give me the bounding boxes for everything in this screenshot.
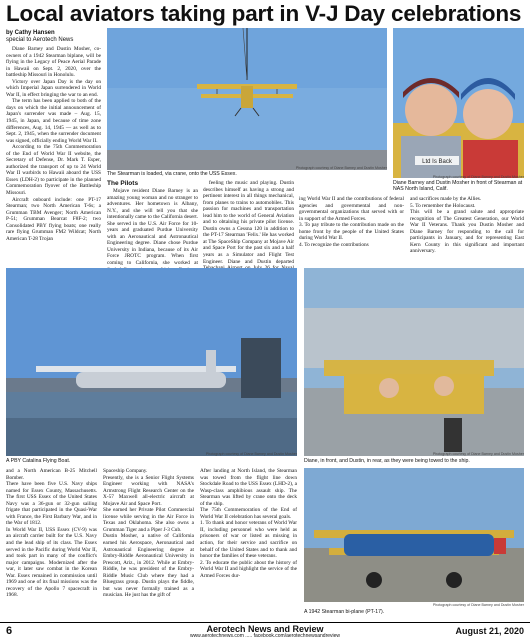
article-column-mid <box>107 188 198 266</box>
photo-caption: The Stearman is loaded, via crane, onto the USS Essex. <box>107 171 237 177</box>
photo-credit: Photograph courtesy of Diane Barney and Dustin Mosher <box>205 452 297 456</box>
paragraph: feeling the music and playing. Dustin describes himself as having a strong and pertinent interest in all things mechanical, from planes to trains to automobiles. This passion for machines and transportation lead him to the world of General Aviation and to obtaining his private pilot license. Dustin owns a Cessna 120 in addition to the PT-17 Stearman 'Felix.' He has worked at The SpaceShip Company at Mojave Air and Space Port for the past six and a half years as a Simulator and Flight Test Engineer. Diane and Dustin departed <box>203 180 294 265</box>
paragraph: Victory over Japan Day is the day on which Imperial Japan surrendered in World War II, in effect bringing the war to an end. <box>6 78 101 98</box>
article-column-bottom-2: Spaceship Company. Presently, she is a Senior Flight Systems Engineer working with NASA's Armstrong Flight Research Center on the X-57 Maxwell all-electric aircraft at Mojave Air and Space Port. She earned her Private Pilot Commercial license while serving in the Air Force in Texas and Oklahoma. She also owns a Grumman Tiger and a Piper J-3 Cub. Dustin Mosher, a native of California earned his Aerospace, Aeronautical and Astronautical Engineering degree at Embry-Riddle Aeronautical University in Prescott, Ariz., in 2012. While at Embry-Riddle, he was president of the Embry-Riddle Music Club where they had a Bluegrass group. Dustin plays the fiddle, but was never formally trained as a musician. He just has the gift of <box>103 468 194 599</box>
photo-credit: Photograph courtesy of Diane Barney and Dustin Mosher <box>295 166 387 170</box>
photo-caption: Diane Barney and Dustin Mosher in front of Stearman at NAS North Island, Calif. <box>393 180 523 192</box>
photo-credit: Photograph courtesy of Diane Barney and Dustin Mosher <box>432 603 524 607</box>
headline: Local aviators taking part in V-J Day celebrations <box>6 1 522 26</box>
article-column-bottom-3: After landing at North Island, the Stearman was towed from the flight line down Stockdale Road to the USS Essex (LHD-2), a Wasp-class amphibious assault ship. The Stearman was lifted by crane onto the deck of the ship. The 75th Commemoration of the End of World War II celebration has several goals. 1. To thank and honor veterans of World War II, including personnel who were held as prisoners of war or listed as missing in action, for their service and sacrifice on behalf of the United States and to thank and honor the families of these veterans. 2. To educate the public about the history of World War II and highlight the service of the Armed Forces dur- <box>200 468 297 579</box>
article-column-bottom-1: and a North American B-25 Mitchell Bomber. There have been five U.S. Navy ships named for Essex County, Massachusetts. The first USS Essex of the United States Navy was a 36-gun or 32-gun sailing frigate that participated in the Quasi-War with France, the First Barbary War, and in the War of 1812. In World War II, USS Essex (CV-9) was an aircraft carrier built for the U.S. Navy and the lead ship of its class. The Essex served in the Pacific during World War II, and took part in many of the conflict's major campaigns. Modernized after the war, it later saw combat in the Korean War. Essex remained in commission until 1969 and one of its final missions was the recovery of the Apollo 7 spacecraft in 1968. <box>6 468 97 599</box>
photo-caption: A 1942 Stearman bi-plane (PT-17). <box>304 609 385 615</box>
paragraph: Aircraft onboard include: one PT-17 Stearman; two North American T-6s; a Grumman TBM Avenger; North American P-51; Grumman Bearcat F8F-2; two Consolidated PBY flying boats; one really rare flying Grumman FM2 Wildcat; North American T-28 Trojan <box>6 196 101 242</box>
publication-web: www.aerotechnews.com ..... facebook.com/aerotechnewsandreview <box>189 633 341 639</box>
page-number: 6 <box>6 625 13 637</box>
photo-caption: Diane, in front, and Dustin, in rear, as they were being towed to the ship. <box>304 458 470 464</box>
article-column-mid2 <box>203 180 294 266</box>
photo-selfie <box>393 28 524 178</box>
issue-date: August 21, 2020 <box>455 626 524 636</box>
photo-credit: Photograph courtesy of Diane Barney and Dustin Mosher <box>432 175 524 179</box>
photo-caption: A PBY Catalina Flying Boat. <box>6 458 71 464</box>
byline-desk: special to Aerotech News <box>6 37 74 43</box>
paragraph: Mojave resident Diane Barney is an amazing young woman and no stranger to adventures. Her hometown is Albany, N.Y., and she will tell you that she intentionally came to the California desert. She served in the U.S. Air Force for 10-years and graduated Purdue University with an Aeronautical and Astronautical Engineering degree. Diane chose Purdue University in Indiana, because of its Air Force JROTC program. When first coming to California, she worked at <box>107 188 198 267</box>
paragraph: The term has been applied to both of the days on which the initial announcement of Japan's surrender was made – Aug. 15, 1945, in Japan, and because of time zone differences, Aug. 14, 1945 — as well as to Sept. 2, 1945, when the surrender document was signed, officially ending World War II. <box>6 98 101 144</box>
banner-text: Ltd Is Back <box>422 159 452 165</box>
byline-author: by Cathy Hansen <box>6 30 55 36</box>
article-column-right-a: ing World War II and the contributions of federal agencies and governmental and non-governmental organizations that served with or in support of the Armed Forces. 3. To pay tribute to the contribution made on the home front by the people of the United States during World War II. 4. To recognize the contributions <box>299 196 404 248</box>
photo-biplane <box>304 468 524 602</box>
article-column-right-b: and sacrifices made by the Allies. 5. To remember the Holocaust. This will be a grand salute and appropriate recognition of The Greatest Generation, our World War II Veterans. Thank you Dustin Mosher and Diane Barney for responding to the call for participants in January, and for representing East Kern County in this significant and important anniversary. <box>410 196 524 255</box>
photo-tow <box>304 268 524 456</box>
paragraph: Diane Barney and Dustin Mosher, co-owners of a 1942 Stearman biplane, will be flying in the Legacy of Peace Aerial Parade in Hawaii on Sept. 2, 2020, over the battleship Missouri in Honolulu. <box>6 46 101 79</box>
publication-name: Aerotech News and Review <box>206 624 324 634</box>
section-heading: The Pilots <box>107 180 139 187</box>
paragraph: According to the 75th Commemoration of the End of World War II website, the Secretary of Defense, Dr. Mark T. Esper, authorized the transport of up to 24 World War II warbirds to Hawaii aboard the USS Essex (LDH-2) to participate in the planned Commemoration flyover of the Battleship Missouri. <box>6 144 101 197</box>
photo-crane <box>107 28 387 170</box>
byline <box>6 30 101 44</box>
photo-credit: Photograph courtesy of Diane Barney and Dustin Mosher <box>432 452 524 456</box>
photo-pby <box>6 268 297 456</box>
page-footer <box>0 622 530 641</box>
